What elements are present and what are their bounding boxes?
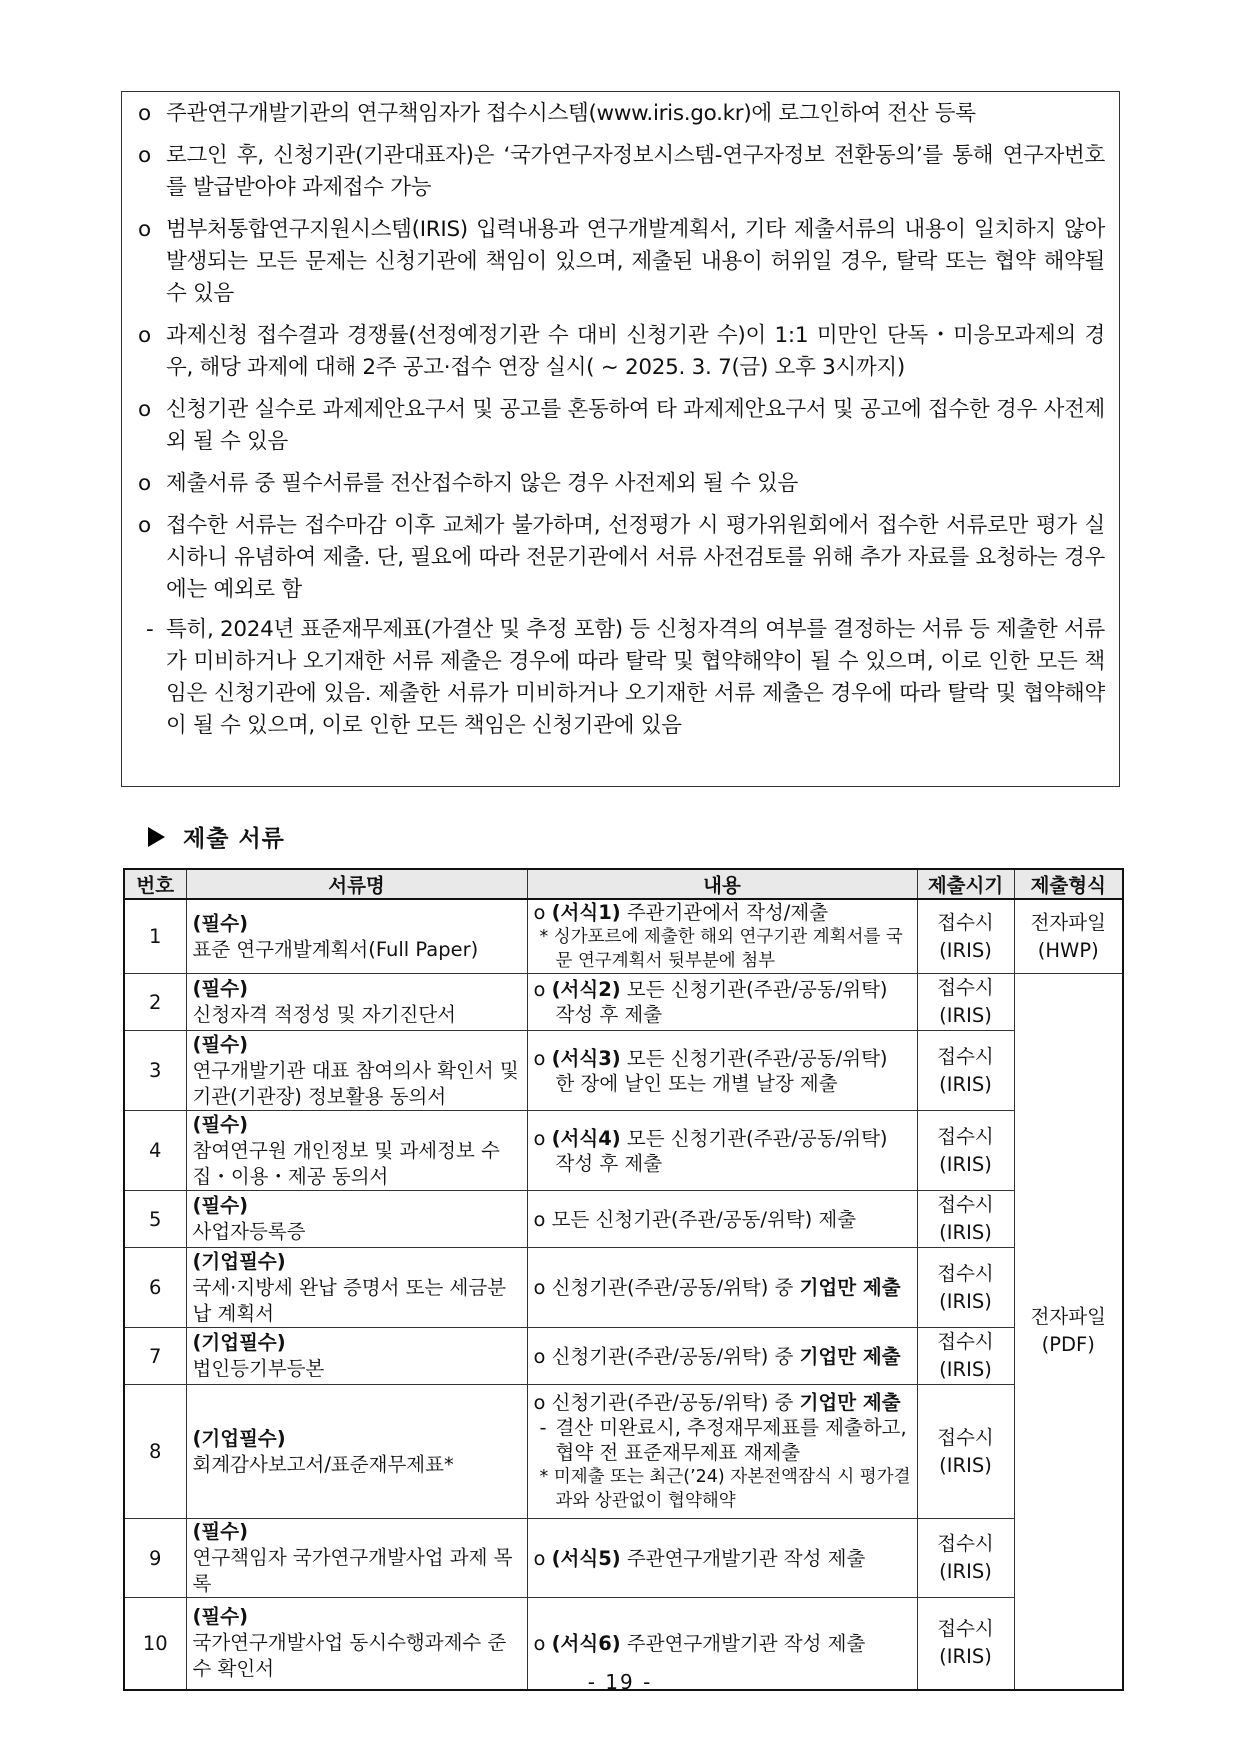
timing-text: 접수시	[937, 1532, 994, 1555]
doc-name-cell	[186, 1385, 527, 1519]
timing-system: (IRIS)	[939, 1004, 992, 1027]
content-note: * 싱가포르에 제출한 해외 연구기관 계획서를 국문 연구계획서 뒷부분에 첨부	[539, 927, 903, 971]
table-row	[124, 1248, 1123, 1328]
content-text: 주관연구개발기관 작성 제출	[620, 1631, 866, 1655]
format-type: (HWP)	[1037, 938, 1099, 962]
notice-item	[138, 320, 1105, 384]
doc-name-cell	[186, 974, 527, 1031]
doc-name-cell	[186, 1031, 527, 1111]
notice-text: 특히, 2024년 표준재무제표(가결산 및 추정 포함) 등 신청자격의 여부를 결정하는 서류 등 제출한 서류가 미비하거나 오기재한 서류 제출은 경우에 따라 탈락 및 협약해약이 될 수 있으며, 이로 인한 모든 책임은 신청기관에 있음. 제출한 서류가 미비하거나 오기재한 서류 제출은 경우에 따라 탈락 및 협약해약이 될 수 있으며, 이로 인한 모든 책임은 신청기관에 있음	[166, 617, 1105, 738]
requirement-tag: (필수)	[192, 977, 248, 1000]
dash-marker: -	[539, 1416, 547, 1439]
emphasis-text: 기업만 제출	[799, 1276, 901, 1299]
requirement-tag: (필수)	[192, 1194, 248, 1217]
requirement-tag: (필수)	[192, 1112, 248, 1136]
timing-system: (IRIS)	[939, 1453, 992, 1477]
section-title: 제출 서류	[183, 826, 285, 852]
notice-text: 접수한 서류는 접수마감 이후 교체가 불가하며, 선정평가 시 평가위원회에서 접수한 서류로만 평가 실시하니 유념하여 제출. 단, 필요에 따라 전문기관에서 서류 사전검토를 위해 추가 자료를 요청하는 경우에는 예외로 함	[166, 513, 1105, 602]
doc-name: 연구책임자 국가연구개발사업 과제 목록	[192, 1546, 513, 1595]
doc-name-cell	[186, 1519, 527, 1598]
doc-name-cell	[186, 1328, 527, 1385]
content-cell	[527, 899, 917, 974]
timing-system: (IRIS)	[939, 1645, 992, 1669]
doc-name-cell	[186, 1191, 527, 1248]
content-text: 모든 신청기관(주관/공동/위탁) 한 장에 날인 또는 개별 날장 제출	[555, 1046, 888, 1095]
header-timing: 제출시기	[917, 869, 1014, 899]
content-text: 모든 신청기관(주관/공동/위탁) 작성 후 제출	[555, 1126, 888, 1175]
row-number: 2	[124, 974, 186, 1031]
content-cell	[527, 1385, 917, 1519]
content-text: o 신청기관(주관/공동/위탁) 중	[533, 1391, 800, 1414]
timing-cell	[917, 974, 1014, 1031]
table-row	[124, 1111, 1123, 1191]
timing-text: 접수시	[937, 1124, 994, 1148]
emphasis-text: 기업만 제출	[799, 1344, 901, 1368]
content-cell	[527, 1519, 917, 1598]
timing-system: (IRIS)	[939, 1358, 992, 1381]
content-text: 모든 신청기관(주관/공동/위탁) 작성 후 제출	[555, 978, 888, 1026]
bullet-marker: o	[138, 471, 151, 496]
doc-name: 회계감사보고서/표준재무제표*	[192, 1452, 454, 1476]
dash-marker: -	[146, 617, 154, 642]
bullet-marker: o	[138, 101, 151, 126]
notice-item	[138, 468, 1105, 500]
requirement-tag: (필수)	[192, 911, 248, 935]
doc-name: 신청자격 적정성 및 자기진단서	[192, 1003, 456, 1026]
notice-text: 신청기관 실수로 과제제안요구서 및 공고를 혼동하여 타 과제제안요구서 및 공고에 접수한 경우 사전제외 될 수 있음	[166, 397, 1105, 454]
content-text: o 모든 신청기관(주관/공동/위탁) 제출	[533, 1207, 857, 1231]
timing-cell	[917, 1191, 1014, 1248]
notice-text: 범부처통합연구지원시스템(IRIS) 입력내용과 연구개발계획서, 기타 제출서류의 내용이 일치하지 않아 발생되는 모든 문제는 신청기관에 책임이 있으며, 제출된 내용이 허위일 경우, 탈락 또는 협약 해약될 수 있음	[166, 217, 1105, 306]
notice-item	[138, 510, 1105, 606]
notice-subitem	[138, 614, 1105, 742]
form-ref: (서식1)	[551, 901, 621, 924]
requirement-tag: (필수)	[192, 1032, 248, 1056]
form-ref: (서식5)	[551, 1546, 621, 1570]
content-prefix: o	[533, 1546, 552, 1570]
row-number: 1	[124, 899, 186, 974]
content-text: o 신청기관(주관/공동/위탁) 중	[533, 1344, 800, 1368]
timing-text: 접수시	[937, 1044, 994, 1068]
bullet-marker: o	[138, 143, 151, 168]
notice-text: 로그인 후, 신청기관(기관대표자)은 ‘국가연구자정보시스템-연구자정보 전환동의’를 통해 연구자번호를 발급받아야 과제접수 가능	[166, 143, 1105, 200]
row-number: 6	[124, 1248, 186, 1328]
timing-system: (IRIS)	[939, 1072, 992, 1096]
timing-system: (IRIS)	[939, 938, 992, 962]
notice-box	[121, 91, 1120, 787]
table-row	[124, 974, 1123, 1031]
row-number: 5	[124, 1191, 186, 1248]
form-ref: (서식6)	[551, 1631, 621, 1655]
content-cell	[527, 1248, 917, 1328]
doc-name: 연구개발기관 대표 참여의사 확인서 및 기관(기관장) 정보활용 동의서	[192, 1058, 519, 1108]
doc-name: 표준 연구개발계획서(Full Paper)	[192, 937, 479, 961]
content-prefix: o	[533, 978, 552, 1001]
content-cell	[527, 1111, 917, 1191]
section-heading	[148, 820, 285, 853]
notice-text: 주관연구개발기관의 연구책임자가 접수시스템(www.iris.go.kr)에 로그인하여 전산 등록	[166, 101, 976, 126]
format-cell-hwp	[1014, 899, 1123, 974]
timing-text: 접수시	[937, 1193, 994, 1216]
header-name: 서류명	[186, 869, 527, 899]
timing-system: (IRIS)	[939, 1221, 992, 1244]
requirement-tag: (필수)	[192, 1605, 248, 1629]
bullet-marker: o	[138, 323, 151, 348]
bullet-marker: o	[138, 513, 151, 538]
row-number: 7	[124, 1328, 186, 1385]
notice-item	[138, 214, 1105, 310]
timing-text: 접수시	[937, 1617, 994, 1641]
timing-cell	[917, 1328, 1014, 1385]
timing-text: 접수시	[937, 910, 994, 934]
bullet-marker: o	[138, 397, 151, 422]
format-type: (PDF)	[1041, 1333, 1095, 1357]
requirement-tag: (기업필수)	[192, 1331, 286, 1354]
notice-item	[138, 394, 1105, 458]
format-text: 전자파일	[1030, 910, 1106, 934]
table-row	[124, 1519, 1123, 1598]
row-number: 3	[124, 1031, 186, 1111]
timing-cell	[917, 1031, 1014, 1111]
content-prefix: o	[533, 1631, 552, 1655]
timing-text: 접수시	[937, 976, 994, 999]
doc-name-cell	[186, 1111, 527, 1191]
table-row	[124, 1191, 1123, 1248]
timing-text: 접수시	[937, 1425, 994, 1449]
content-prefix: o	[533, 1046, 552, 1070]
doc-name-cell	[186, 1248, 527, 1328]
timing-text: 접수시	[937, 1261, 994, 1285]
row-number: 4	[124, 1111, 186, 1191]
content-cell	[527, 1191, 917, 1248]
page-number: - 19 -	[587, 1670, 653, 1694]
doc-name: 사업자등록증	[192, 1220, 306, 1243]
header-no: 번호	[124, 869, 186, 899]
notice-item	[138, 98, 1105, 130]
content-text: 주관기관에서 작성/제출	[620, 901, 829, 924]
doc-name: 법인등기부등본	[192, 1357, 325, 1380]
documents-table	[123, 868, 1124, 1691]
table-header-row	[124, 869, 1123, 899]
requirement-tag: (기업필수)	[192, 1426, 286, 1450]
form-ref: (서식4)	[551, 1126, 621, 1150]
timing-cell	[917, 1385, 1014, 1519]
content-text: 주관연구개발기관 작성 제출	[620, 1546, 866, 1570]
doc-name: 국가연구개발사업 동시수행과제수 준수 확인서	[192, 1631, 507, 1681]
timing-system: (IRIS)	[939, 1560, 992, 1583]
form-ref: (서식3)	[551, 1046, 621, 1070]
header-format: 제출형식	[1014, 869, 1123, 899]
timing-cell	[917, 1248, 1014, 1328]
content-note: * 미제출 또는 최근(’24) 자본전액잠식 시 평가결과와 상관없이 협약해약	[539, 1467, 911, 1511]
bullet-marker: o	[138, 217, 151, 242]
row-number: 8	[124, 1385, 186, 1519]
timing-text: 접수시	[937, 1330, 994, 1353]
doc-name-cell	[186, 899, 527, 974]
requirement-tag: (기업필수)	[192, 1249, 286, 1273]
format-text: 전자파일	[1030, 1305, 1106, 1329]
triangle-bullet-icon	[148, 827, 165, 847]
notice-text: 과제신청 접수결과 경쟁률(선정예정기관 수 대비 신청기관 수)이 1:1 미만인 단독・미응모과제의 경우, 해당 과제에 대해 2주 공고·접수 연장 실시( ~ 2025. 3. 7(금) 오후 3시까지)	[166, 323, 1105, 380]
timing-cell	[917, 1519, 1014, 1598]
requirement-tag: (필수)	[192, 1520, 248, 1543]
notice-text: 제출서류 중 필수서류를 전산접수하지 않은 경우 사전제외 될 수 있음	[166, 471, 798, 496]
content-prefix: o	[533, 1126, 552, 1150]
timing-cell	[917, 1111, 1014, 1191]
form-ref: (서식2)	[551, 978, 621, 1001]
timing-system: (IRIS)	[939, 1152, 992, 1176]
notice-item	[138, 140, 1105, 204]
table-row	[124, 899, 1123, 974]
table-row	[124, 1328, 1123, 1385]
content-prefix: o	[533, 901, 552, 924]
emphasis-text: 기업만 제출	[799, 1391, 901, 1414]
content-cell	[527, 1031, 917, 1111]
content-cell	[527, 1328, 917, 1385]
content-text: o 신청기관(주관/공동/위탁) 중	[533, 1276, 800, 1299]
format-cell-pdf	[1014, 974, 1123, 1690]
doc-name: 국세·지방세 완납 증명서 또는 세금분납 계획서	[192, 1275, 507, 1325]
timing-system: (IRIS)	[939, 1289, 992, 1313]
doc-name: 참여연구원 개인정보 및 과세정보 수집・이용・제공 동의서	[192, 1138, 500, 1188]
timing-cell	[917, 899, 1014, 974]
row-number: 9	[124, 1519, 186, 1598]
header-content: 내용	[527, 869, 917, 899]
content-subtext: 결산 미완료시, 추정재무제표를 제출하고, 협약 전 표준재무제표 재제출	[555, 1416, 907, 1464]
row-number: 10	[124, 1598, 186, 1690]
table-row	[124, 1385, 1123, 1519]
content-cell	[527, 974, 917, 1031]
table-row	[124, 1031, 1123, 1111]
